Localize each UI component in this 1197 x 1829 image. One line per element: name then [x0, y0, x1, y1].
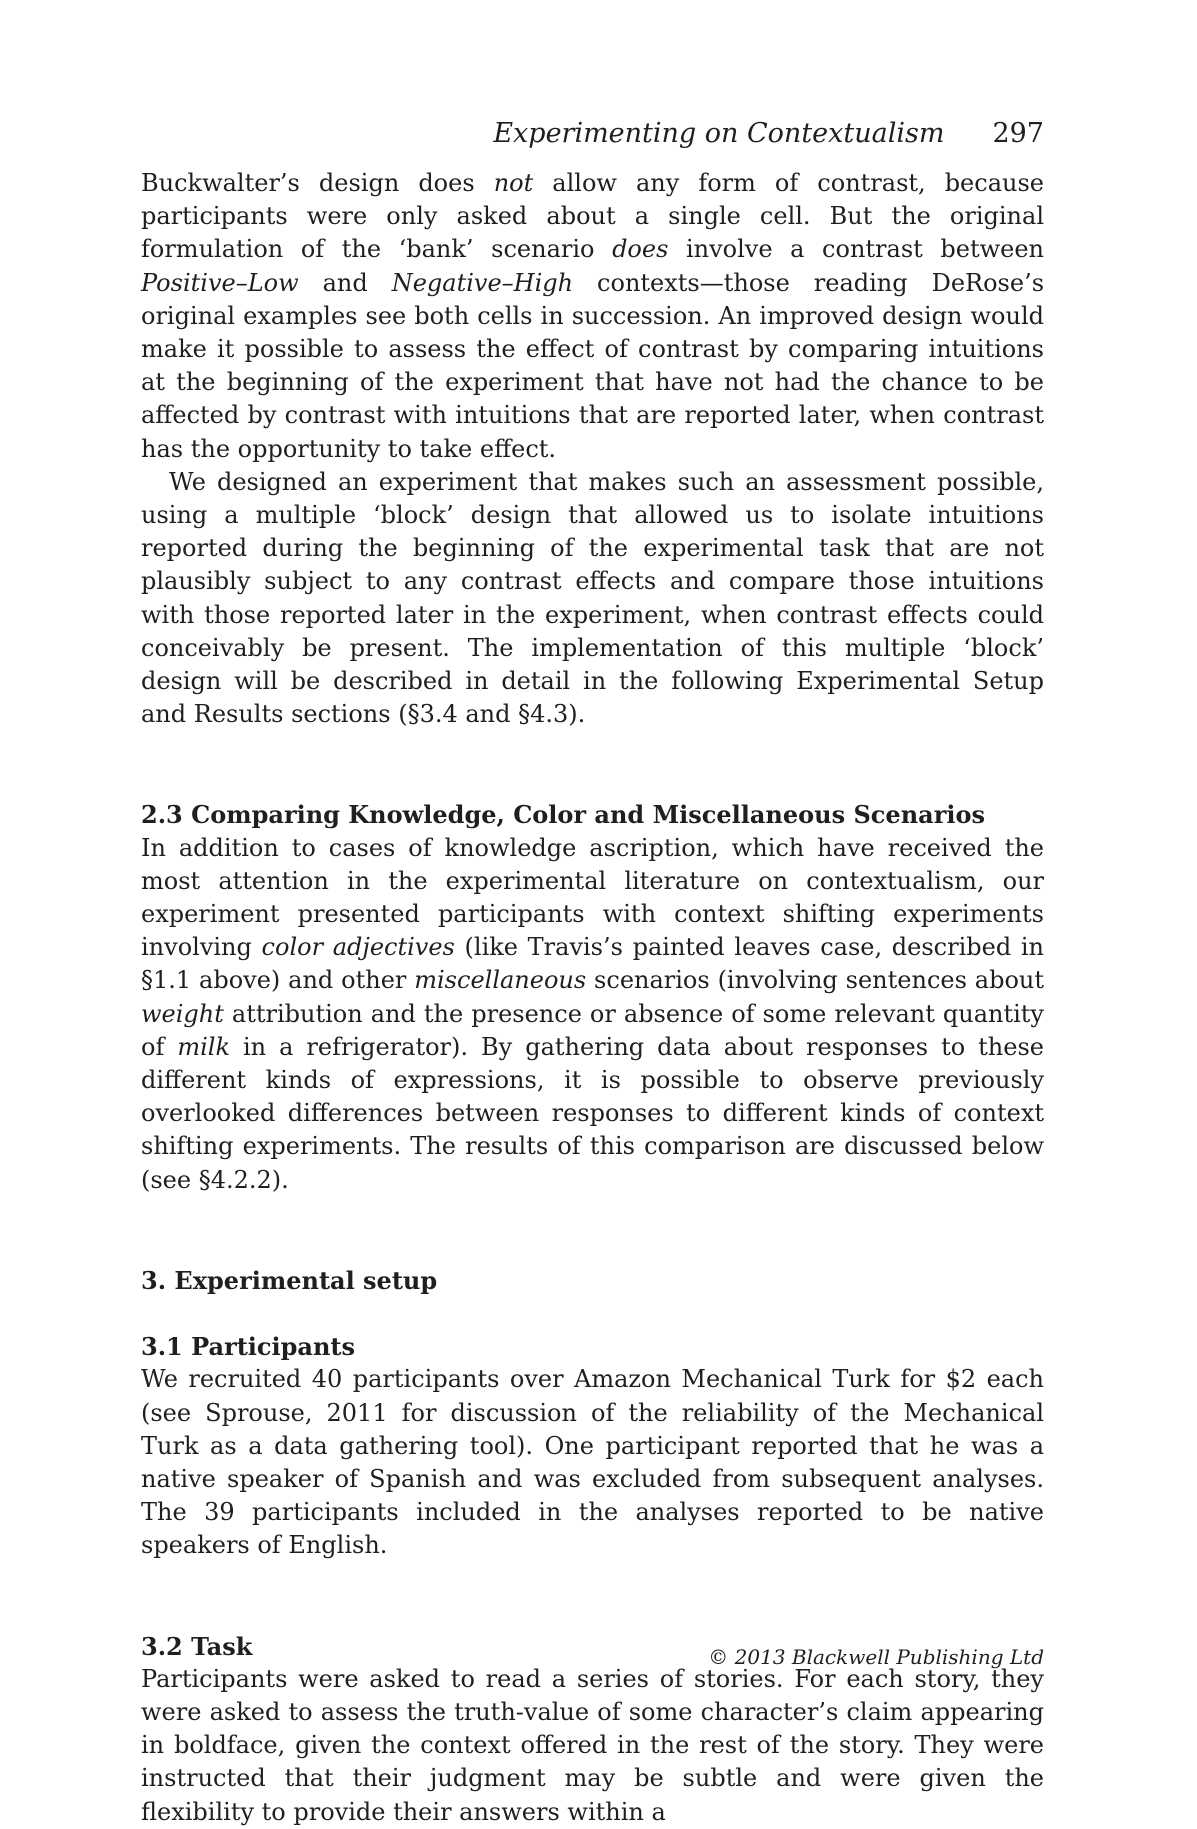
emphasis: miscellaneous	[414, 966, 587, 995]
text-span: scenarios (involving sentences about	[586, 966, 1044, 995]
emphasis: Positive–Low	[141, 268, 299, 297]
page-number: 297	[992, 118, 1044, 149]
section-heading-2-3: 2.3 Comparing Knowledge, Color and Miscellaneous Scenarios	[141, 800, 985, 830]
emphasis: not	[493, 169, 534, 197]
emphasis: milk	[177, 1032, 230, 1061]
emphasis: color adjectives	[261, 933, 455, 962]
text-span: allow any form of contrast, because participants were only asked about a single cell. But the original formulation of the ‘bank’ scenario	[141, 169, 1044, 264]
text-span: and	[298, 268, 392, 297]
text-span: contexts—those reading DeRose’s original examples see both cells in succession. An improved design would make it possible to assess the effect of contrast by comparing intuitions at the beginning of the experiment that have not had the chance to be affected by contrast with intuitions that are reported later, when contrast has the opportunity to take effect.	[141, 268, 1045, 463]
running-head	[493, 118, 1044, 150]
section-heading-3: 3. Experimental setup	[141, 1265, 438, 1295]
section-heading-3-2: 3.2 Task	[141, 1631, 253, 1661]
running-head-title: Experimenting on Contextualism	[493, 118, 945, 149]
emphasis: Negative–High	[391, 268, 574, 297]
text-span: in a refrigerator). By gathering data about responses to these different kinds of expressions, it is possible to observe previously overlooked differences between responses to different kinds of context shifting experiments. The results of this comparison are discussed below (see §4.2.2).	[141, 1032, 1044, 1194]
emphasis: weight	[141, 999, 224, 1028]
emphasis: does	[612, 235, 669, 264]
section-heading-3-1: 3.1 Participants	[141, 1332, 356, 1362]
paragraph-participants: We recruited 40 participants over Amazon Mechanical Turk for $2 each (see Sprouse, 2011 for discussion of the reliability of the Mechanical Turk as a data gathering tool). One participant reported that he was a native speaker of Spanish and was excluded from subsequent analyses. The 39 participants included in the analyses reported to be native speakers of English.	[141, 1365, 1044, 1560]
text-span: attribution and the presence or absence of some relevant quantity of	[141, 999, 1044, 1061]
paragraph-task: Participants were asked to read a series of stories. For each story, they were asked to assess the truth-value of some character’s claim appearing in boldface, given the context offered in the rest of the story. They were instructed that their judgment may be subtle and were given the flexibility to provide their answers within a	[141, 1664, 1044, 1826]
text-span: (like Travis’s painted leaves case, described in §1.1 above) and other	[141, 933, 1044, 995]
copyright-footer: © 2013 Blackwell Publishing Ltd	[708, 1645, 1044, 1669]
text-span: In addition to cases of knowledge ascription, which have received the most attention in the experimental literature on contextualism, our experiment presented participants with context shifting experiments involving	[141, 833, 1044, 962]
text-span: involve a contrast between	[668, 235, 1044, 264]
paragraph-experiment-design: We designed an experiment that makes such an assessment possible, using a multiple ‘block’ design that allowed us to isolate intuitions reported during the beginning of the experimental task that are not plausibly subject to any contrast effects and compare those intuitions with those reported later in the experiment, when contrast effects could conceivably be present. The implementation of this multiple ‘block’ design will be described in detail in the following Experimental Setup and Results sections (§3.4 and §4.3).	[141, 467, 1044, 729]
text-span: Buckwalter’s design does	[141, 169, 494, 197]
paragraph-contrast	[141, 167, 1044, 466]
body-text	[141, 167, 1044, 1829]
paragraph-comparing-scenarios	[141, 832, 1044, 1197]
